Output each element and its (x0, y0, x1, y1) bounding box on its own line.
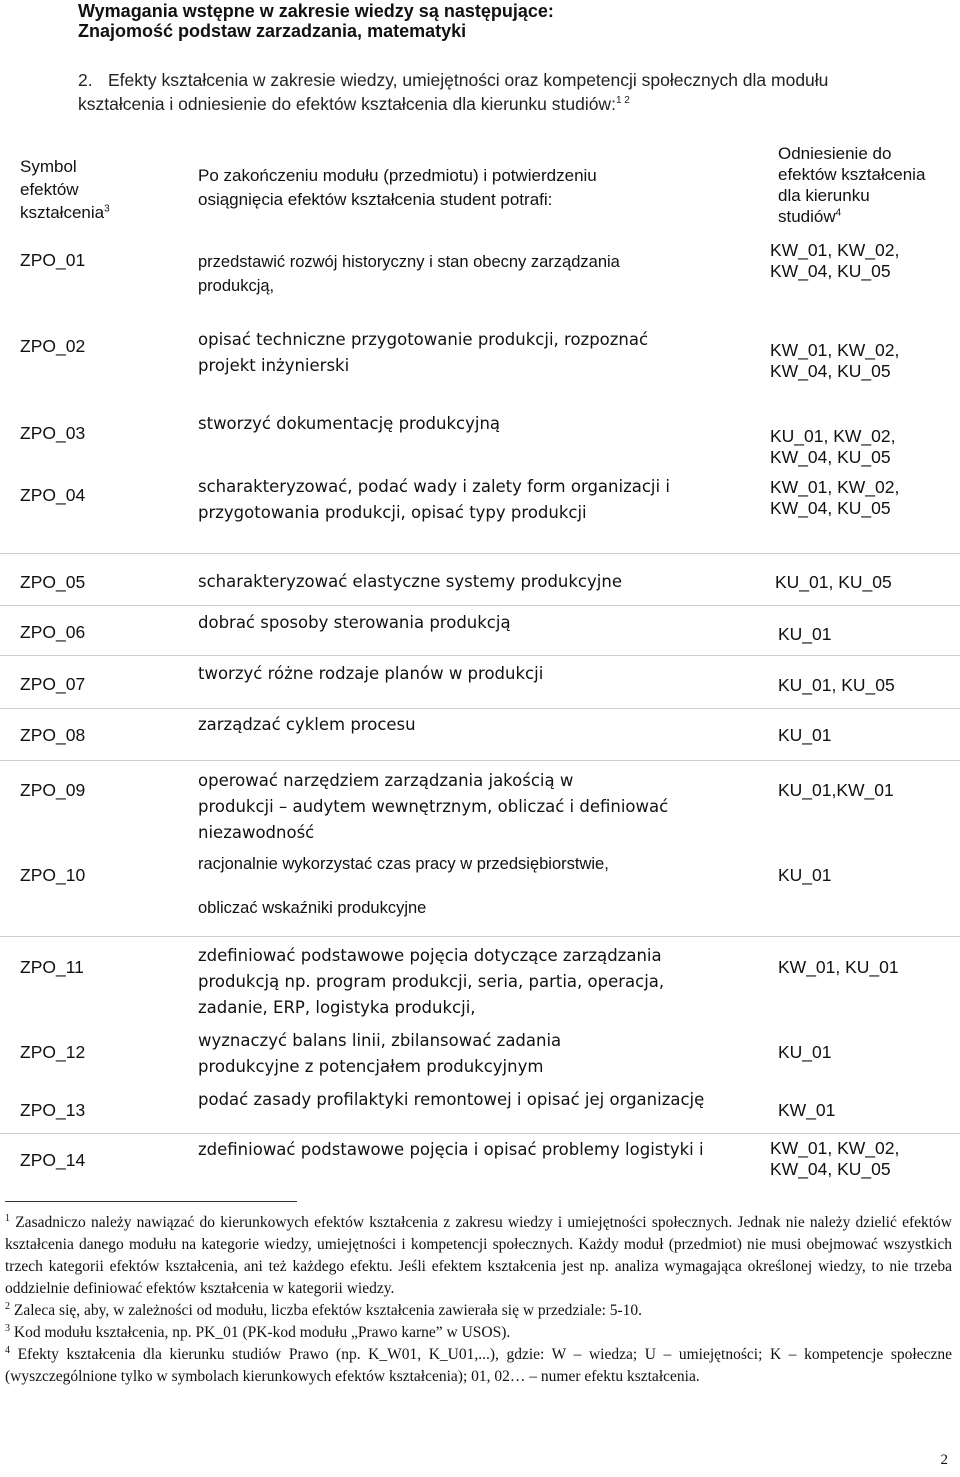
effect-reference: KU_01 (778, 725, 832, 745)
effect-reference: KW_01, KU_01 (778, 957, 899, 977)
effect-reference: KW_01, KW_02, KW_04, KU_05 (770, 1138, 900, 1179)
effect-description: zdefiniować podstawowe pojęcia dotyczące zarządzania produkcją np. program produkcji, seria, partia, operacja, zadanie, ERP, logistyka produkcji, (198, 946, 665, 1017)
effect-description: podać zasady profilaktyki remontowej i opisać jej organizację (198, 1090, 705, 1109)
header-reference-line: dla kierunku (778, 186, 870, 205)
header-outcome (198, 164, 718, 212)
header-reference-line: efektów kształcenia (778, 165, 926, 184)
section-line-1: Efekty kształcenia w zakresie wiedzy, umiejętności oraz kompetencji społecznych dla modułu (108, 70, 829, 90)
effect-code: ZPO_02 (20, 336, 86, 356)
effect-reference: KW_01, KW_02, KW_04, KU_05 (770, 477, 900, 518)
footnote: $^4$ Efekty kształcenia dla kierunku studiów Prawo (np. K_W01, K_U01,...), gdzie: W – wiedza; U – umiejętności; K – kompetencje społeczne (wyszczególnione tylko w symbolach kierunkowych efektów kształcenia); 01, 02… – numer efektu kształcenia. (5, 1344, 952, 1385)
row-divider (0, 760, 960, 761)
effect-code: ZPO_08 (20, 725, 86, 745)
section-line-2: kształcenia i odniesienie do efektów kształcenia dla kierunku studiów: (78, 94, 616, 114)
effect-description: przedstawić rozwój historyczny i stan obecny zarządzania produkcją, (198, 253, 620, 295)
effect-description: scharakteryzować, podać wady i zalety form organizacji i przygotowania produkcji, opisać typy produkcji (198, 477, 670, 522)
effect-description: scharakteryzować elastyczne systemy produkcyjne (198, 572, 622, 591)
effect-code: ZPO_10 (20, 865, 86, 885)
effect-description: tworzyć różne rodzaje planów w produkcji (198, 664, 544, 683)
header-symbol-line: Symbol (20, 157, 77, 176)
row-divider (0, 605, 960, 606)
effect-reference: KU_01, KU_05 (775, 572, 892, 592)
header-symbol (20, 155, 110, 224)
requirements-title: Wymagania wstępne w zakresie wiedzy są następujące: (78, 1, 554, 21)
header-outcome-line: osiągnięcia efektów kształcenia student potrafi: (198, 190, 553, 209)
effect-reference: KU_01 (778, 865, 832, 885)
section-footnote-ref: 1 2 (615, 95, 630, 107)
section-number: 2. (78, 70, 93, 90)
section-heading (78, 68, 948, 116)
effect-code: ZPO_13 (20, 1100, 86, 1120)
header-reference-line: Odniesienie do (778, 144, 892, 163)
footnote: $^3$ Kod modułu kształcenia, np. PK_01 (PK-kod modułu „Prawo karne” w USOS). (5, 1322, 511, 1341)
effect-description: dobrać sposoby sterowania produkcją (198, 613, 511, 632)
effect-code: ZPO_14 (20, 1150, 86, 1170)
footnote-separator (5, 1201, 297, 1202)
effect-code: ZPO_07 (20, 674, 86, 694)
footnote-ref: 4 (835, 207, 842, 219)
header-symbol-line: kształcenia$^3$ (20, 203, 110, 222)
effect-code: ZPO_03 (20, 423, 86, 443)
page-number: 2 (940, 1452, 948, 1468)
row-divider (0, 708, 960, 709)
footnote: $^1$ Zasadniczo należy nawiązać do kierunkowych efektów kształcenia z zakresu wiedzy i umiejętności społecznych. Jednak nie należy dzielić efektów kształcenia danego modułu na kategorie wiedzy, umiejętności i kompetencji społecznych. Każdy moduł (przedmiot) nie musi obejmować wszystkich trzech kategorii efektów kształcenia, ani też każdego efektu. Jeśli efektem kształcenia jest np. analiza wymagająca określonej wiedzy, to nie trzeba oddzielnie definiować efektów kształcenia w kategorii wiedzy. (5, 1212, 952, 1297)
effect-description: zarządzać cyklem procesu (198, 715, 416, 734)
effect-reference: KW_01, KW_02, KW_04, KU_05 (770, 240, 900, 281)
row-divider (0, 655, 960, 656)
header-outcome-line: Po zakończeniu modułu (przedmiotu) i potwierdzeniu (198, 166, 597, 185)
effect-code: ZPO_01 (20, 250, 86, 270)
effect-reference: KU_01, KU_05 (778, 675, 895, 695)
effect-description: zdefiniować podstawowe pojęcia i opisać problemy logistyki i (198, 1140, 704, 1159)
effect-code: ZPO_05 (20, 572, 86, 592)
effect-code: ZPO_04 (20, 485, 86, 505)
effect-description: racjonalnie wykorzystać czas pracy w przedsiębiorstwie, obliczać wskaźniki produkcyjne (198, 855, 609, 917)
effect-description: stworzyć dokumentację produkcyjną (198, 414, 501, 433)
effect-reference: KU_01 (778, 1042, 832, 1062)
footnotes (5, 1212, 952, 1388)
effect-reference: KU_01 (778, 624, 832, 644)
footnote-ref: 3 (104, 203, 110, 215)
row-divider (0, 553, 960, 554)
effect-reference: KU_01, KW_02, KW_04, KU_05 (770, 426, 896, 467)
effect-reference: KU_01,KW_01 (778, 780, 894, 800)
effect-description: operować narzędziem zarządzania jakością w produkcji – audytem wewnętrznym, obliczać i definiować niezawodność (198, 771, 669, 842)
effect-code: ZPO_12 (20, 1042, 86, 1062)
header-symbol-line: efektów (20, 180, 79, 199)
header-reference (778, 143, 925, 227)
effect-description: opisać techniczne przygotowanie produkcji, rozpoznać projekt inżynierski (198, 330, 649, 375)
effect-reference: KW_01 (778, 1100, 836, 1120)
effect-reference: KW_01, KW_02, KW_04, KU_05 (770, 340, 900, 381)
row-divider (0, 1133, 960, 1134)
effect-description: wyznaczyć balans linii, zbilansować zadania produkcyjne z potencjałem produkcyjnym (198, 1031, 562, 1076)
row-divider (0, 936, 960, 937)
effect-code: ZPO_11 (20, 957, 84, 977)
effect-code: ZPO_06 (20, 622, 86, 642)
header-reference-line: studiów$^4$ (778, 207, 842, 226)
requirements-body: Znajomość podstaw zarzadzania, matematyki (78, 21, 467, 41)
effect-code: ZPO_09 (20, 780, 86, 800)
footnote: $^2$ Zaleca się, aby, w zależności od modułu, liczba efektów kształcenia zawierała się w przedziale: 5-10. (5, 1300, 643, 1319)
